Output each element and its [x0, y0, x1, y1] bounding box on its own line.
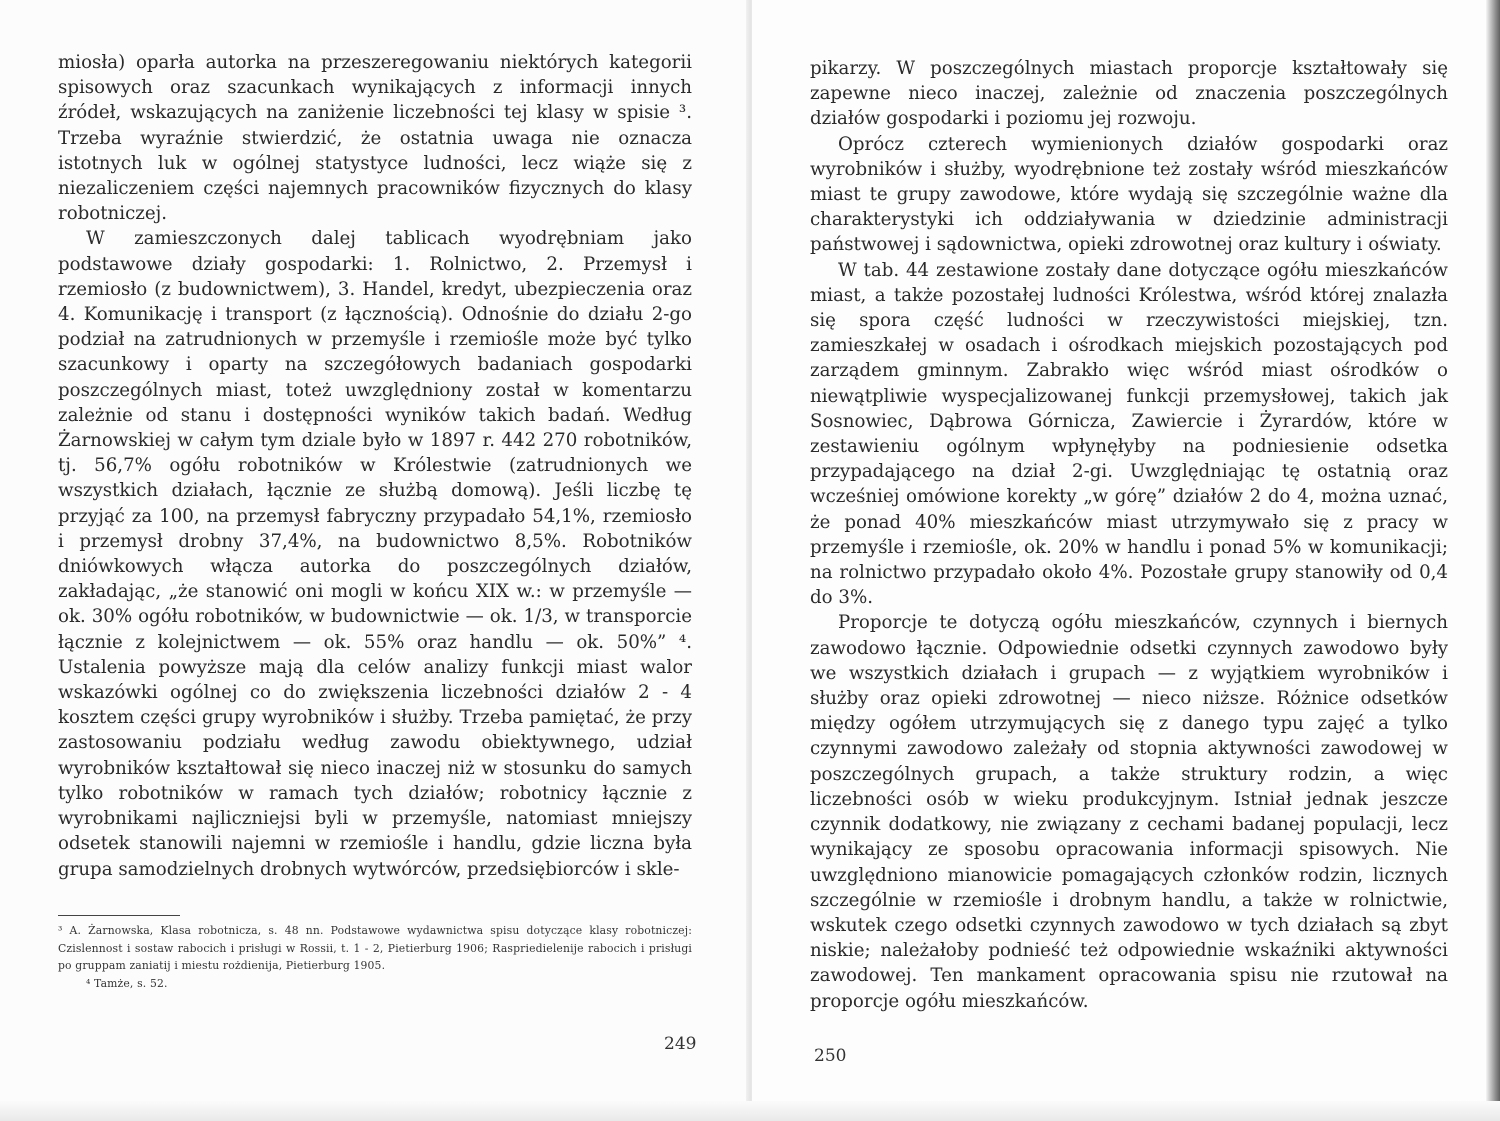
footnote-4: ⁴ Tamże, s. 52.	[86, 976, 168, 990]
page-bottom-edge	[0, 1101, 1500, 1121]
page-number-left: 249	[664, 1034, 697, 1054]
paragraph: Proporcje te dotyczą ogółu mieszkańców, czynnych i biernych zawodowo łącznie. Odpowiednie odsetki czynnych zawodowo były we wszystkich działach i grupach — z wyjątkiem wyrobników i służby oraz opieki zdrowotnej — nieco niższe. Różnice odsetków między ogółem utrzymujących się z danego typu zajęć a tylko czynnymi zawodowo zależały od stopnia aktywności zawodowej w poszczególnych grupach, a także struktury rodzin, a więc liczebności osób w wieku produkcyjnym. Istniał jednak jeszcze czynnik dodatkowy, nie związany z cechami badanej populacji, lecz wynikający ze sposobu opracowania informacji spisowych. Nie uwzględniono mianowicie pomagających członków rodzin, licznych szczególnie w rzemiośle i drobnym handlu, a także w rolnictwie, wskutek czego odsetki czynnych zawodowo w tych działach są zbyt niskie; należałoby podnieść też odpowiednie wskaźniki aktywności zawodowej. Ten mankament opracowania spisu nie rzutował na proporcje ogółu mieszkańców.	[810, 612, 1448, 1012]
paragraph: W tab. 44 zestawione zostały dane dotyczące ogółu mieszkańców miast, a także pozostałej ludności Królestwa, wśród której znalazła się spora część ludności w rzeczywistości miejskiej, tzn. zamieszkałej w osadach i ośrodkach miejskich pozostających pod zarządem gminnym. Zabrakło więc wśród miast ośrodków o niewątpliwie wyspecjalizowanej funkcji przemysłowej, takich jak Sosnowiec, Dąbrowa Górnicza, Zawiercie i Żyrardów, które w zestawieniu ogólnym wpłynęłyby na podniesienie odsetka przypadającego na dział 2-gi. Uwzględniając tę ostatnią oraz wcześniej omówione korekty „w górę” działów 2 do 4, można uznać, że ponad 40% mieszkańców miast utrzymywało się z pracy w przemyśle i rzemiośle, ok. 20% w handlu i ponad 5% w komunikacji; na rolnictwo przypadało około 4%. Pozostałe grupy stanowiły od 0,4 do 3%.	[810, 259, 1448, 609]
paragraph: W zamieszczonych dalej tablicach wyodrębniam jako podstawowe działy gospodarki: 1. Rolnictwo, 2. Przemysł i rzemiosło (z budownictwem), 3. Handel, kredyt, ubezpieczenia oraz 4. Komunikację i transport (z łącznością). Odnośnie do działu 2-go podział na zatrudnionych w przemyśle i rzemiośle może być tylko szacunkowy i oparty na szczegółowych badaniach gospodarki poszczególnych miast, toteż uwzględniony został w komentarzu zależnie od stanu i dostępności wyników takich badań. Według Żarnowskiej w całym tym dziale było w 1897 r. 442 270 robotników, tj. 56,7% ogółu robotników w Królestwie (zatrudnionych we wszystkich działach, łącznie ze służbą domową). Jeśli liczbę tę przyjąć za 100, na przemysł fabryczny przypadało 54,1%, rzemiosło i przemysł drobny 37,4%, na budownictwo 8,5%. Robotników dniówkowych włącza autorka do poszczególnych działów, zakładając, „że stanowić oni mogli w końcu XIX w.: w przemyśle — ok. 30% ogółu robotników, w budownictwie — ok. 1/3, w transporcie łącznie z kolejnictwem — ok. 55% oraz handlu — ok. 50%” ⁴. Ustalenia powyższe mają dla celów analizy funkcji miast walor wskazówki ogólnej co do zwiększenia liczebności działów 2 - 4 kosztem części grupy wyrobników i służby. Trzeba pamiętać, że przy zastosowaniu podziału według zawodu obiektywnego, udział wyrobników kształtował się nieco inaczej niż w stosunku do samych tylko robotników w ramach tych działów; robotnicy łącznie z wyrobnikami najliczniejsi byli w przemyśle, natomiast mniejszy odsetek stanowili najemni w rzemiośle i handlu, gdzie liczna była grupa samodzielnych drobnych wytwórców, przedsiębiorców i skle-	[58, 228, 692, 880]
left-page-body	[58, 50, 692, 882]
right-page-body	[810, 56, 1448, 1014]
footnote-divider	[58, 915, 180, 916]
paragraph: miosła) oparła autorka na przeszeregowaniu niektórych kategorii spisowych oraz szacunkach wynikających z informacji innych źródeł, wskazujących na zaniżenie liczebności tej klasy w spisie ³. Trzeba wyraźnie stwierdzić, że ostatnia uwaga nie oznacza istotnych luk w ogólnej statystyce ludności, lecz wiąże się z niezaliczeniem części najemnych pracowników fizycznych do klasy robotniczej.	[58, 52, 692, 225]
page-number-right: 250	[814, 1046, 847, 1066]
paragraph: Oprócz czterech wymienionych działów gospodarki oraz wyrobników i służby, wyodrębnione też zostały wśród mieszkańców miast te grupy zawodowe, które wydają się szczególnie ważne dla charakterystyki ich oddziaływania w dziedzinie administracji państwowej i sądownictwa, opieki zdrowotnej oraz kultury i oświaty.	[810, 133, 1448, 256]
paragraph: pikarzy. W poszczególnych miastach proporcje kształtowały się zapewne nieco inaczej, zależnie od znaczenia poszczególnych działów gospodarki i poziomu jej rozwoju.	[810, 58, 1448, 130]
right-page	[752, 0, 1500, 1121]
footnote-3: ³ A. Żarnowska, Klasa robotnicza, s. 48 nn. Podstawowe wydawnictwa spisu dotyczące klasy robotniczej: Czislennost i sostaw rabocich i prisługi w Rossii, t. 1 - 2, Pietierburg 1906; Raspriedielenije rabocich i prisługi po gruppam zaniatij i miestu rożdienija, Pietierburg 1905.	[58, 924, 692, 973]
footnotes	[58, 922, 692, 992]
book-edge-shadow	[1486, 0, 1500, 1121]
